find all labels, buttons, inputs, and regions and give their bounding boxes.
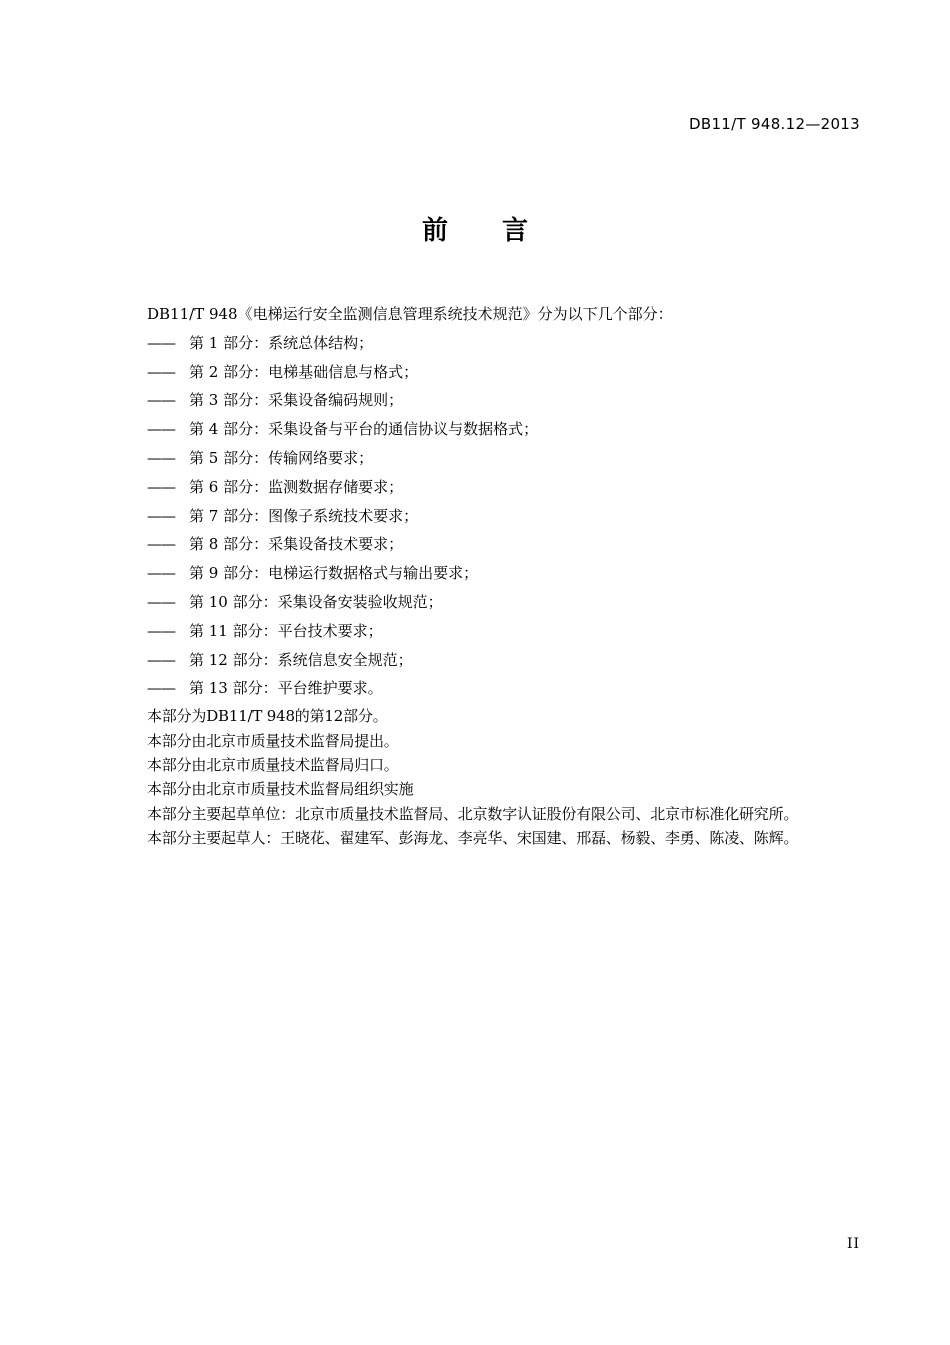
dash-marker: —— [147, 362, 175, 381]
parts-list [147, 329, 877, 703]
page-title: 前言 [421, 216, 582, 246]
list-item-text: 第 13 部分：平台维护要求。 [189, 679, 383, 698]
page-number: II [846, 1236, 860, 1252]
statement-implementer: 本部分由北京市质量技术监督局组织实施 [147, 780, 414, 799]
dash-marker: —— [147, 448, 175, 467]
list-item-text: 第 8 部分：采集设备技术要求； [189, 535, 404, 554]
dash-marker: —— [147, 506, 175, 525]
dash-marker: —— [147, 477, 175, 496]
list-item [147, 530, 877, 559]
dash-marker: —— [147, 592, 175, 611]
dash-marker: —— [147, 333, 175, 352]
dash-marker: —— [147, 621, 175, 640]
list-item [147, 473, 877, 502]
list-item [147, 674, 877, 703]
list-item-text: 第 12 部分：系统信息安全规范； [189, 650, 413, 669]
list-item-text: 第 9 部分：电梯运行数据格式与输出要求； [189, 564, 479, 583]
list-item-text: 第 10 部分：采集设备安装验收规范； [189, 592, 443, 611]
statement-part-number: 本部分为DB11/T 948的第12部分。 [147, 707, 388, 726]
list-item-text: 第 3 部分：采集设备编码规则； [189, 391, 404, 410]
list-item [147, 444, 877, 473]
list-item-text: 第 11 部分：平台技术要求； [189, 621, 383, 640]
statement-drafting-units: 本部分主要起草单位：北京市质量技术监督局、北京数字认证股份有限公司、北京市标准化研究所。 [147, 804, 799, 823]
statement-proposer: 本部分由北京市质量技术监督局提出。 [147, 731, 399, 750]
dash-marker: —— [147, 650, 175, 669]
list-item-text: 第 4 部分：采集设备与平台的通信协议与数据格式； [189, 420, 539, 439]
statements [147, 704, 877, 850]
list-item [147, 559, 877, 588]
list-item-text: 第 7 部分：图像子系统技术要求； [189, 506, 419, 525]
list-item [147, 617, 877, 646]
statement-drafters: 本部分主要起草人：王晓花、翟建军、彭海龙、李亮华、宋国建、邢磊、杨毅、李勇、陈凌、陈辉。 [147, 829, 799, 848]
list-item [147, 646, 877, 675]
dash-marker: —— [147, 420, 175, 439]
document-body [147, 300, 877, 851]
dash-marker: —— [147, 391, 175, 410]
list-item [147, 358, 877, 387]
list-item-text: 第 6 部分：监测数据存储要求； [189, 477, 404, 496]
list-item-text: 第 2 部分：电梯基础信息与格式； [189, 362, 419, 381]
list-item-text: 第 1 部分：系统总体结构； [189, 333, 374, 352]
dash-marker: —— [147, 564, 175, 583]
list-item [147, 386, 877, 415]
list-item [147, 329, 877, 358]
list-item-text: 第 5 部分：传输网络要求； [189, 448, 374, 467]
list-item [147, 415, 877, 444]
list-item [147, 588, 877, 617]
dash-marker: —— [147, 535, 175, 554]
intro-line: DB11/T 948《电梯运行安全监测信息管理系统技术规范》分为以下几个部分： [147, 305, 673, 323]
dash-marker: —— [147, 679, 175, 698]
statement-administrator: 本部分由北京市质量技术监督局归口。 [147, 755, 399, 774]
list-item [147, 502, 877, 531]
document-code: DB11/T 948.12—2013 [689, 115, 860, 133]
